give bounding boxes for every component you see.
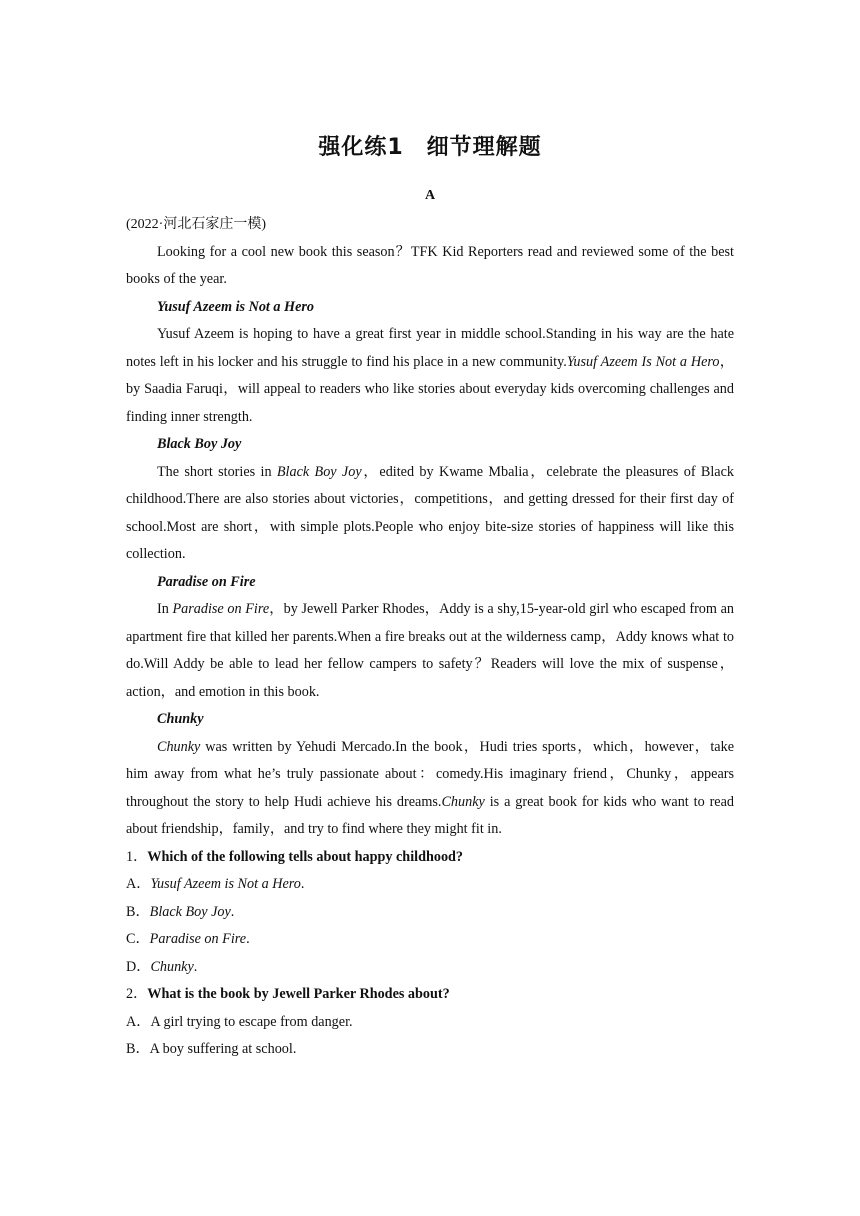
question-2 [126,981,734,1009]
option-letter: A． [126,1013,151,1030]
review-book-title: Yusuf Azeem Is Not a Hero [566,353,720,370]
option-text: Chunky [150,958,194,975]
review-book-title: Black Boy Joy [276,463,362,480]
book-title-chunky: Chunky [157,711,204,727]
question-number: 2． [126,986,148,1002]
book-title-paradise-on-fire: Paradise on Fire [157,573,256,590]
option-letter: C． [126,931,150,947]
book-title-yusuf: Yusuf Azeem is Not a Hero [157,298,314,315]
review-book-title: Chunky [157,738,201,755]
option-suffix: . [300,876,305,892]
book-review-yusuf [126,321,734,431]
page-title: 强化练1 细节理解题 [318,135,542,160]
option-text: Yusuf Azeem is Not a Hero [150,876,301,892]
review-text: The short stories in [157,463,277,480]
question-1-option-b [126,899,734,927]
option-letter: B． [126,1041,150,1057]
option-suffix: . [246,931,250,947]
option-letter: A． [126,876,151,892]
review-book-title: Chunky [441,793,485,810]
review-text: Yusuf Azeem is hoping to have a great first year in middle school.Standing in his way are the hate notes left in his locker and his struggle to find his place in a new community. [126,326,734,370]
option-text: A boy suffering at school. [149,1041,297,1057]
option-text: Paradise on Fire [149,931,247,947]
question-1-option-d [126,954,734,982]
option-letter: B． [126,903,150,920]
review-text: In [157,601,173,617]
option-letter: D． [126,958,151,975]
intro-paragraph: Looking for a cool new book this season？TFK Kid Reporters read and reviewed some of the best books of the year. [126,243,734,287]
book-title-black-boy-joy: Black Boy Joy [157,436,242,452]
option-suffix: . [230,903,235,920]
review-text: was written by Yehudi Mercado.In the book，Hudi tries sports，which，however，take him away from what he’s truly passionate about：comedy.His imaginary friend，Chunky，appears throughout the story to help Hudi achieve his dreams. [126,738,734,810]
option-suffix: . [193,958,198,975]
option-text: Black Boy Joy [149,903,231,920]
review-text: is a great book for kids who want to read about friendship，family，and try to find where they might fit in. [126,793,734,837]
question-text: What is the book by Jewell Parker Rhodes about? [147,986,450,1002]
question-2-option-a [126,1009,734,1037]
question-1 [126,844,734,872]
book-review-black-boy-joy [126,459,734,569]
book-review-paradise-on-fire [126,596,734,706]
source-note: (2022·河北石家庄一模) [126,217,266,232]
passage-content [126,211,734,1064]
question-number: 1． [126,848,148,865]
review-text: ，edited by Kwame Mbalia，celebrate the pleasures of Black childhood.There are also stories about victories，competitions，and getting dressed for their first day of school.Most are short，with simple plots.People who enjoy bite-size stories of happiness will like this collection. [126,463,734,562]
question-1-option-a [126,871,734,899]
option-text: A girl trying to escape from danger. [150,1013,353,1030]
question-text: Which of the following tells about happy childhood? [147,848,464,865]
book-review-chunky [126,734,734,844]
question-2-option-b [126,1036,734,1064]
review-text: ，by Saadia Faruqi，will appeal to readers who like stories about everyday kids overcoming challenges and finding inner strength. [126,353,734,425]
section-label: A [424,188,436,203]
review-text: ，by Jewell Parker Rhodes，Addy is a shy,15-year-old girl who escaped from an apartment fire that killed her parents.When a fire breaks out at the wilderness camp，Addy knows what to do.Will Addy be able to lead her fellow campers to safety？Readers will love the mix of suspense，action，and emotion in this book. [126,601,734,700]
review-book-title: Paradise on Fire [172,601,270,617]
question-1-option-c [126,926,734,954]
